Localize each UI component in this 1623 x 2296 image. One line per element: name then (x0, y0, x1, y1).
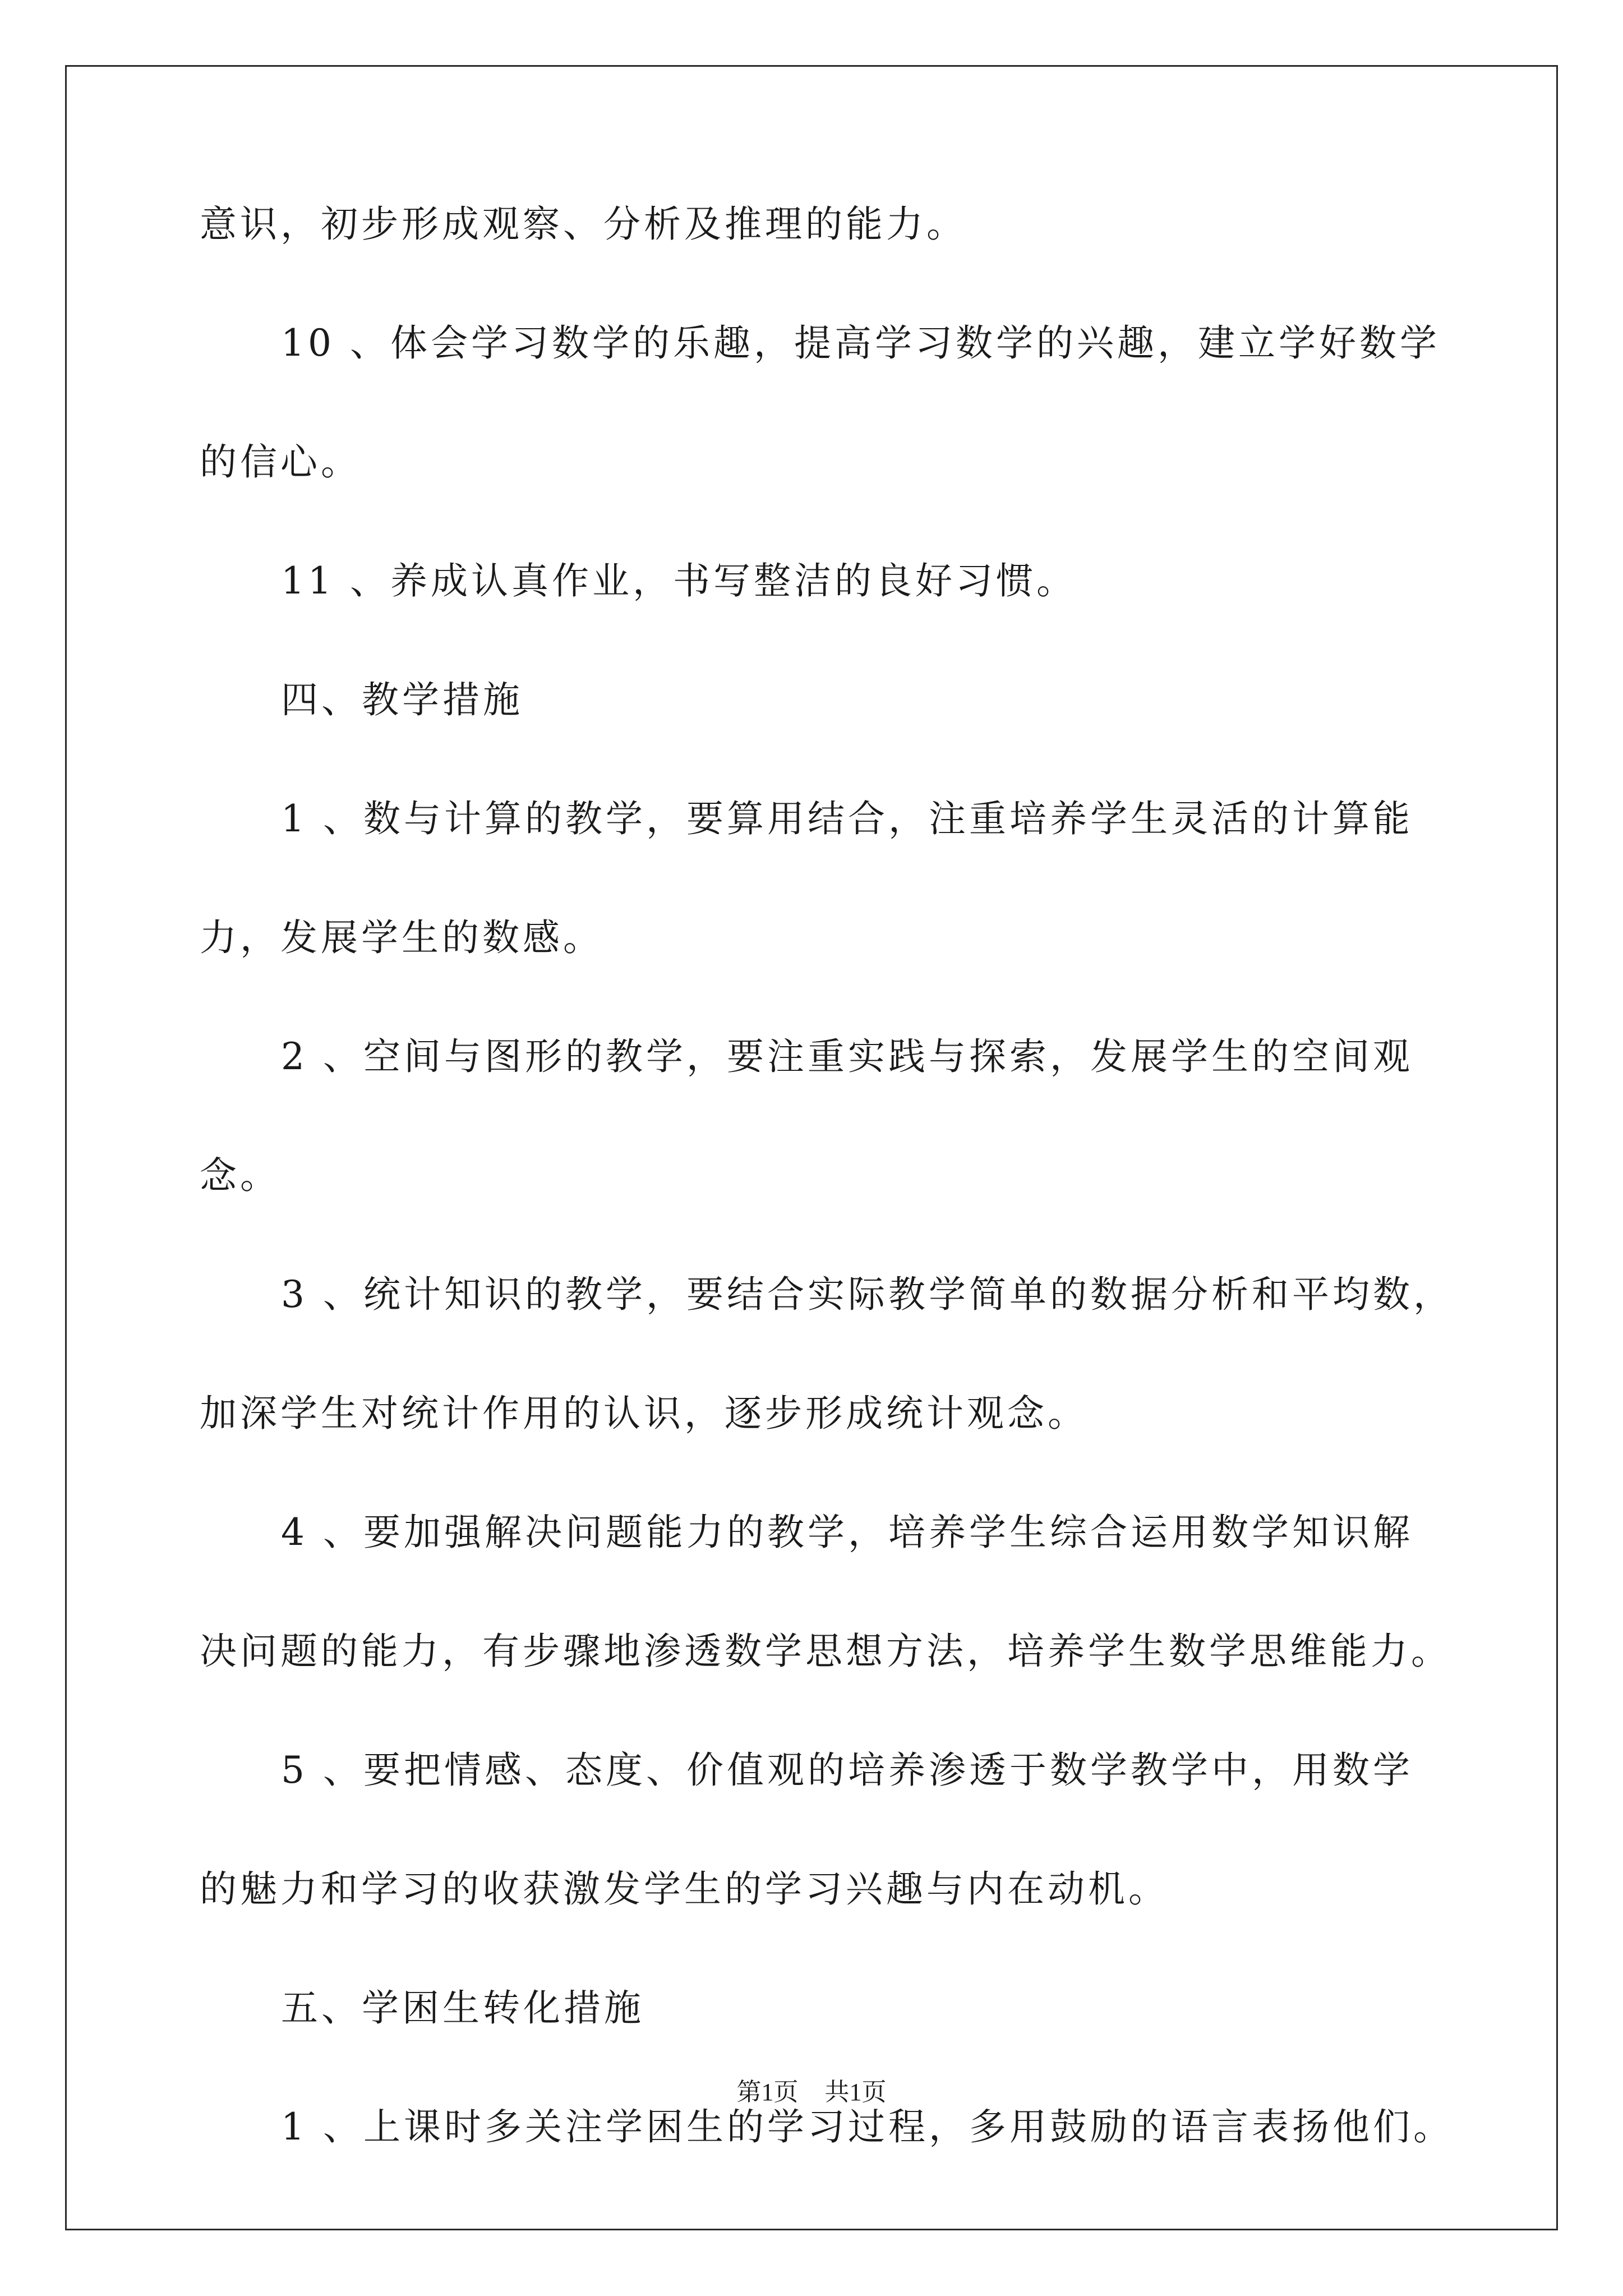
text-line-11: 加深学生对统计作用的认识，逐步形成统计观念。 (200, 1392, 1088, 1435)
text-line-4: 11 、养成认真作业，书写整洁的良好习惯。 (281, 559, 1077, 602)
text-line-14: 5 、要把情感、态度、价值观的培养渗透于数学教学中，用数学 (281, 1749, 1413, 1792)
text-line-6: 1 、数与计算的教学，要算用结合，注重培养学生灵活的计算能 (281, 797, 1413, 840)
text-line-3: 的信心。 (200, 440, 361, 484)
section-heading-4: 四、教学措施 (281, 678, 523, 721)
text-line-15: 的魅力和学习的收获激发学生的学习兴趣与内在动机。 (200, 1867, 1169, 1911)
text-line-9: 念。 (200, 1154, 280, 1197)
text-line-8: 2 、空间与图形的教学，要注重实践与探索，发展学生的空间观 (281, 1035, 1413, 1078)
text-line-12: 4 、要加强解决问题能力的教学，培养学生综合运用数学知识解 (281, 1511, 1413, 1554)
text-line-2: 10 、体会学习数学的乐趣，提高学习数学的兴趣，建立学好数学 (281, 321, 1440, 365)
page-footer (0, 2076, 1623, 2109)
text-line-7: 力，发展学生的数感。 (200, 916, 603, 959)
text-line-13: 决问题的能力，有步骤地渗透数学思想方法，培养学生数学思维能力。 (200, 1630, 1451, 1673)
text-line-10: 3 、统计知识的教学，要结合实际教学简单的数据分析和平均数， (281, 1273, 1454, 1316)
section-heading-5: 五、学困生转化措施 (281, 1986, 644, 2030)
text-line-1: 意识，初步形成观察、分析及推理的能力。 (200, 203, 967, 246)
page-number-total: 共1页 (824, 2078, 887, 2106)
text-line-17: 1 、上课时多关注学困生的学习过程，多用鼓励的语言表扬他们。 (281, 2105, 1454, 2148)
page-number-current: 第1页 (736, 2078, 799, 2106)
